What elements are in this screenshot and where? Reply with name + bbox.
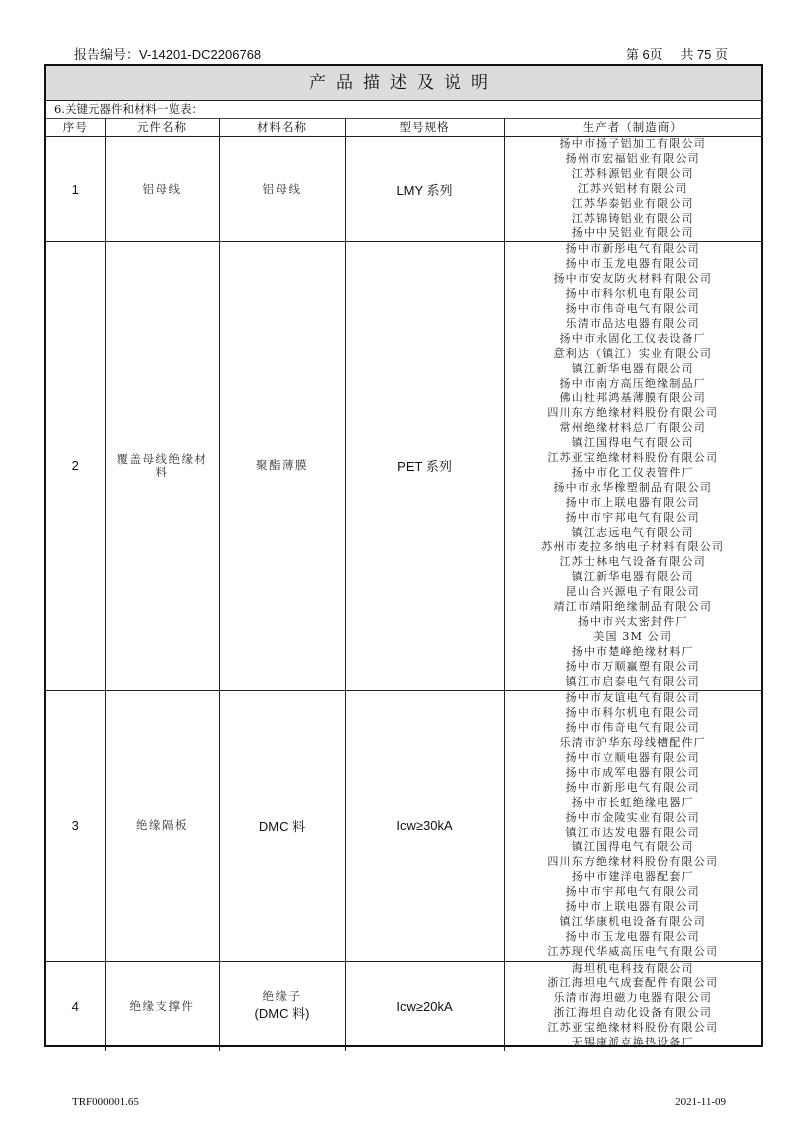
manufacturer-item: 扬中市永固化工仪表设备厂: [559, 331, 706, 345]
manufacturer-item: 扬中市化工仪表管件厂: [571, 465, 694, 479]
cell-component: 铝母线: [105, 137, 219, 242]
issue-date: 2021-11-09: [675, 1096, 726, 1108]
manufacturer-item: 扬中市新彤电气有限公司: [565, 780, 700, 794]
manufacturer-item: 扬中市伟奇电气有限公司: [565, 301, 700, 315]
manufacturer-item: 镇江国得电气有限公司: [571, 436, 694, 450]
cell-manufacturers: [504, 242, 761, 690]
cell-manufacturers: [504, 690, 761, 961]
manufacturer-item: 浙江海坦自动化设备有限公司: [553, 1006, 713, 1020]
manufacturer-item: 镇江市启泰电气有限公司: [565, 674, 700, 688]
manufacturer-list: [505, 242, 762, 689]
manufacturer-item: 扬中市南方高压绝缘制品厂: [559, 376, 706, 390]
cell-component: 绝缘支撑件: [105, 961, 219, 1051]
manufacturer-item: 镇江华康机电设备有限公司: [559, 914, 706, 928]
cell-material: 铝母线: [219, 137, 345, 242]
page-number: 第 6页: [625, 47, 663, 62]
cell-component: 绝缘隔板: [105, 690, 219, 961]
manufacturer-item: 镇江新华电器有限公司: [571, 361, 694, 375]
manufacturer-item: 海坦机电科技有限公司: [571, 961, 694, 975]
manufacturer-item: 扬州市宏福铝业有限公司: [565, 151, 700, 165]
manufacturer-list: [505, 137, 762, 241]
manufacturer-item: 江苏士林电气设备有限公司: [559, 555, 706, 569]
cell-component: [105, 242, 219, 690]
manufacturer-list: [505, 962, 762, 1051]
table-row: [46, 961, 761, 1051]
cell-no: 2: [46, 242, 105, 690]
content-frame: [44, 64, 763, 1050]
col-header-component: 元件名称: [105, 118, 219, 137]
manufacturer-item: 镇江国得电气有限公司: [571, 840, 694, 854]
table-header-row: [46, 118, 761, 137]
manufacturer-item: 乐清市海坦磁力电器有限公司: [553, 991, 713, 1005]
manufacturer-item: 苏州市麦拉多纳电子材料有限公司: [541, 540, 725, 554]
col-header-spec: 型号规格: [345, 118, 504, 137]
manufacturer-item: 扬中市楚峰绝缘材料厂: [571, 644, 694, 658]
report-number: 报告编号：V-14201-DC2206768: [74, 47, 262, 62]
manufacturer-item: 扬中市玉龙电器有限公司: [565, 257, 700, 271]
page-title: 产品描述及说明: [46, 66, 761, 101]
manufacturer-item: 扬中市建洋电器配套厂: [571, 870, 694, 884]
manufacturer-item: 扬中市上联电器有限公司: [565, 495, 700, 509]
form-number: TRF000001.65: [72, 1096, 139, 1108]
section-title: 6.关键元器件和材料一览表：: [46, 101, 761, 119]
manufacturer-item: 江苏亚宝绝缘材料股份有限公司: [547, 1021, 719, 1035]
component-text: 覆盖母线绝缘材料: [116, 451, 208, 479]
manufacturer-item: 扬中市玉龙电器有限公司: [565, 929, 700, 943]
manufacturer-item: 扬中市安友防火材料有限公司: [553, 272, 713, 286]
col-header-material: 材料名称: [219, 118, 345, 137]
table-row: [46, 242, 761, 690]
manufacturer-item: 靖江市靖阳绝缘制品有限公司: [553, 600, 713, 614]
manufacturer-item: 扬中市扬子铝加工有限公司: [559, 137, 706, 150]
manufacturer-item: 扬中市上联电器有限公司: [565, 900, 700, 914]
cell-spec: Icw≥20kA: [345, 961, 504, 1051]
manufacturer-item: 扬中市金陵实业有限公司: [565, 810, 700, 824]
manufacturer-item: 扬中市成军电器有限公司: [565, 765, 700, 779]
manufacturer-item: 四川东方绝缘材料股份有限公司: [547, 855, 719, 869]
page-total: 共 75 页: [680, 47, 728, 62]
manufacturer-item: 昆山合兴源电子有限公司: [565, 585, 700, 599]
material-line-1: 绝缘子: [262, 989, 302, 1004]
col-header-manufacturer: 生产者（制造商）: [504, 118, 761, 137]
cell-manufacturers: [504, 961, 761, 1051]
manufacturer-item: 乐清市沪华东母线槽配件厂: [559, 736, 706, 750]
cell-manufacturers: [504, 137, 761, 242]
manufacturer-item: 浙江海坦电气成套配件有限公司: [547, 976, 719, 990]
table-row: [46, 137, 761, 242]
manufacturer-item: 江苏科源铝业有限公司: [571, 166, 694, 180]
manufacturer-item: 江苏锦铸铝业有限公司: [571, 211, 694, 225]
manufacturer-item: 扬中市立顺电器有限公司: [565, 751, 700, 764]
manufacturer-item: 无锡康派克换热设备厂: [571, 1036, 694, 1050]
col-header-no: 序号: [46, 118, 105, 137]
manufacturer-item: 扬中市万顺赢塑有限公司: [565, 659, 700, 673]
material-line-2: (DMC 料): [254, 1006, 310, 1022]
manufacturer-item: 镇江新华电器有限公司: [571, 570, 694, 584]
table-row: [46, 690, 761, 961]
manufacturer-item: 江苏兴铝材有限公司: [577, 181, 688, 195]
manufacturer-item: 扬中市科尔机电有限公司: [565, 706, 700, 720]
manufacturer-list: [505, 691, 762, 959]
manufacturer-item: 镇江市达发电器有限公司: [565, 825, 700, 839]
manufacturer-item: 扬中市宇邦电气有限公司: [565, 885, 700, 899]
manufacturer-item: 扬中市科尔机电有限公司: [565, 287, 700, 301]
manufacturer-item: 扬中市宇邦电气有限公司: [565, 510, 700, 524]
cell-no: 3: [46, 690, 105, 961]
manufacturer-item: 乐清市品达电器有限公司: [565, 316, 700, 330]
cell-no: 4: [46, 961, 105, 1051]
key-components-table: [46, 118, 761, 1051]
manufacturer-item: 意利达（镇江）实业有限公司: [553, 346, 713, 360]
manufacturer-item: 扬中市伟奇电气有限公司: [565, 721, 700, 735]
cell-spec: Icw≥30kA: [345, 690, 504, 961]
manufacturer-item: 扬中市友谊电气有限公司: [565, 691, 700, 705]
manufacturer-item: 四川东方绝缘材料股份有限公司: [547, 406, 719, 420]
manufacturer-item: 扬中市兴太密封件厂: [577, 615, 688, 628]
page-indicator: [612, 44, 728, 63]
cell-spec: PET 系列: [345, 242, 504, 690]
cell-material: DMC 料: [219, 690, 345, 961]
manufacturer-item: 美国 3M 公司: [593, 629, 673, 643]
manufacturer-item: 常州绝缘材料总厂有限公司: [559, 421, 706, 435]
manufacturer-item: 扬中市永华橡塑制品有限公司: [553, 480, 713, 494]
manufacturer-item: 江苏华泰铝业有限公司: [571, 196, 694, 210]
manufacturer-item: 扬中市新彤电气有限公司: [565, 242, 700, 256]
cell-material: [219, 961, 345, 1051]
manufacturer-item: 佛山杜邦鸿基薄膜有限公司: [559, 391, 706, 405]
manufacturer-item: 扬中市长虹绝缘电器厂: [571, 795, 694, 809]
manufacturer-item: 江苏现代华威高压电气有限公司: [547, 944, 719, 958]
cell-spec: LMY 系列: [345, 137, 504, 242]
cell-material: 聚酯薄膜: [219, 242, 345, 690]
manufacturer-item: 镇江志远电气有限公司: [571, 525, 694, 539]
manufacturer-item: 扬中中吴铝业有限公司: [571, 226, 694, 240]
manufacturer-item: 江苏亚宝绝缘材料股份有限公司: [547, 451, 719, 465]
cell-no: 1: [46, 137, 105, 242]
